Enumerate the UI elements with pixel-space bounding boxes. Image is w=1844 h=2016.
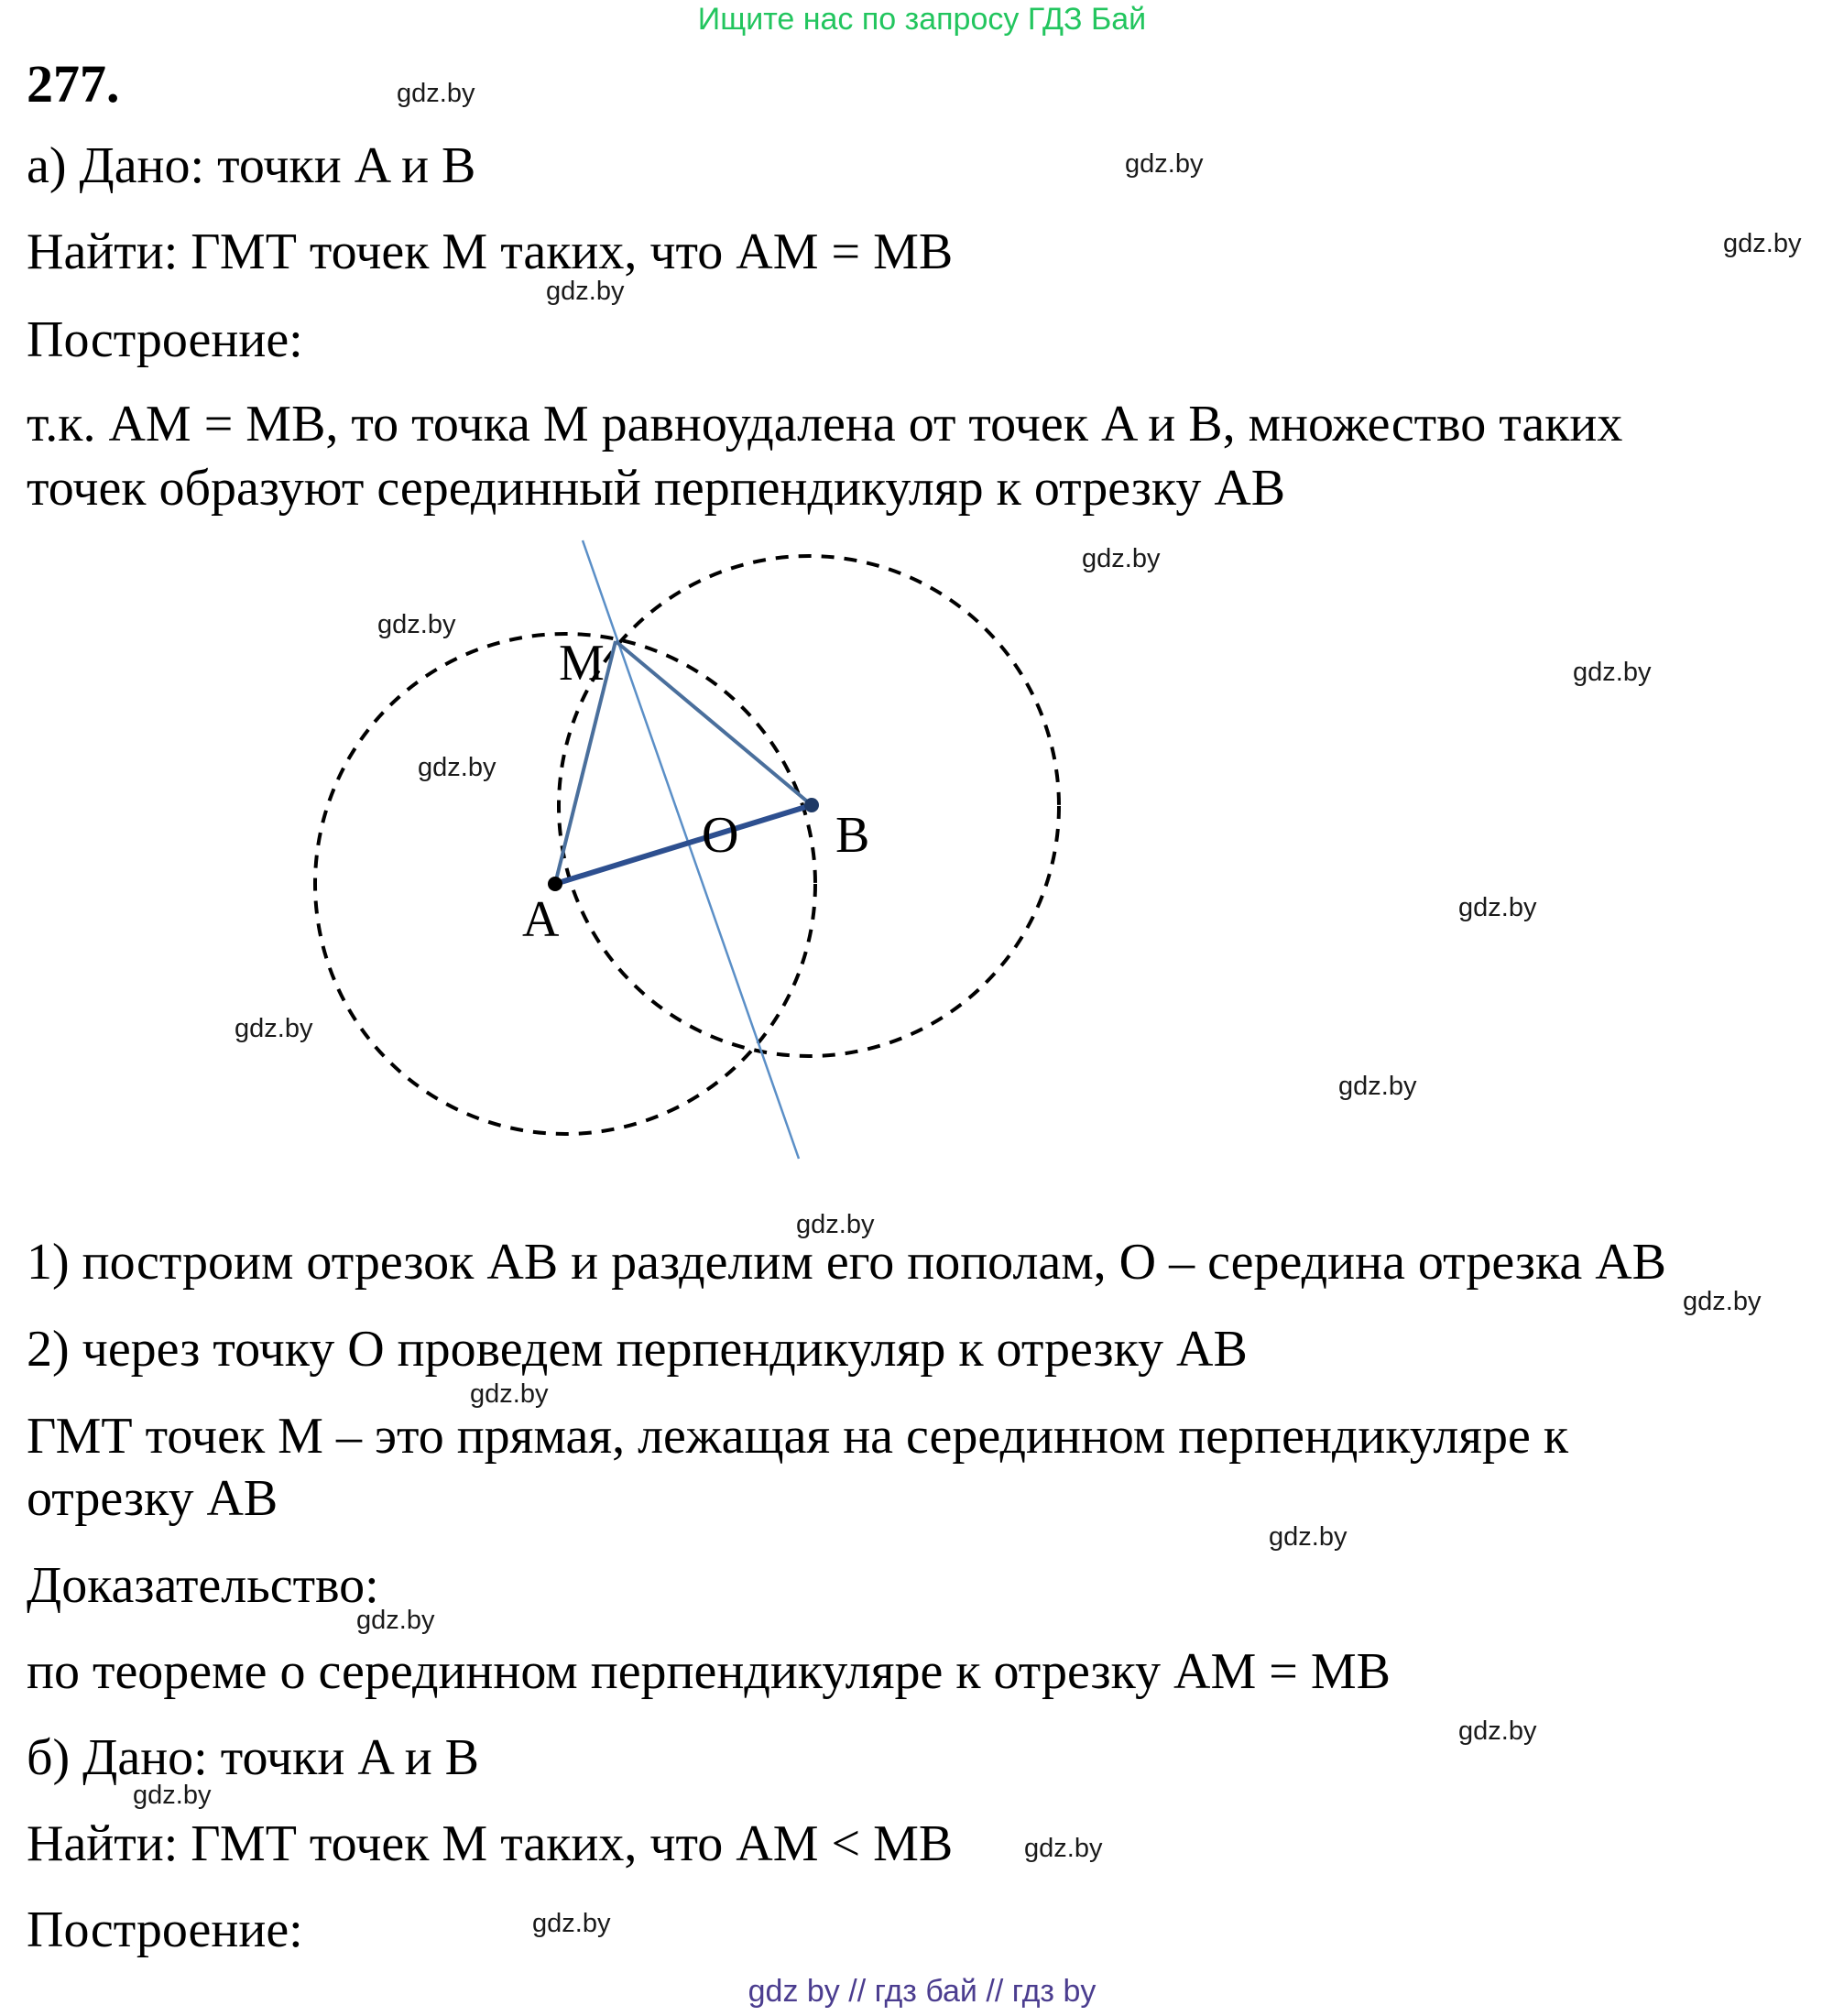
top-banner: Ищите нас по запросу ГДЗ Бай (697, 2, 1147, 37)
perpendicular-line (583, 540, 799, 1159)
watermark: gdz.by (377, 610, 456, 639)
circle-center-a (315, 634, 815, 1134)
footer: gdz by // гдз бай // гдз by (747, 1974, 1097, 2009)
label-o: O (702, 807, 739, 864)
watermark: gdz.by (1125, 149, 1204, 179)
label-b: B (835, 807, 870, 864)
reason-line-1: т.к. AM = MB, то точка M равноудалена от точек A и B, множество таких (27, 396, 1623, 452)
find-b: Найти: ГМТ точек M таких, что AM < MB (27, 1815, 954, 1872)
segment-mb (616, 641, 812, 805)
problem-number: 277. (27, 54, 120, 114)
reason-line-2: точек образуют серединный перпендикуляр к отрезку AB (27, 460, 1286, 517)
watermark: gdz.by (418, 753, 496, 782)
point-b (804, 798, 819, 812)
watermark: gdz.by (1338, 1072, 1417, 1101)
watermark: gdz.by (133, 1781, 212, 1810)
watermark: gdz.by (470, 1379, 549, 1409)
watermark: gdz.by (235, 1014, 313, 1043)
label-a: A (522, 891, 560, 948)
watermark: gdz.by (532, 1909, 611, 1938)
result-line-1: ГМТ точек M – это прямая, лежащая на серединном перпендикуляре к (27, 1408, 1569, 1465)
watermark: gdz.by (1269, 1522, 1348, 1552)
given-a: а) Дано: точки A и B (27, 137, 476, 194)
watermark: gdz.by (1024, 1834, 1103, 1863)
proof-title: Доказательство: (27, 1557, 379, 1614)
point-a (548, 877, 562, 891)
watermark: gdz.by (1723, 229, 1802, 258)
watermark: gdz.by (1573, 658, 1652, 687)
given-b: б) Дано: точки A и B (27, 1729, 480, 1786)
watermark: gdz.by (397, 79, 475, 108)
step-2: 2) через точку O проведем перпендикуляр к отрезку AB (27, 1321, 1248, 1378)
label-m: M (559, 635, 605, 692)
find-a: Найти: ГМТ точек M таких, что AM = MB (27, 223, 954, 280)
watermark: gdz.by (1683, 1287, 1762, 1316)
construction-title-b: Построение: (27, 1902, 303, 1958)
construction-title-a: Построение: (27, 311, 303, 368)
watermark: gdz.by (546, 277, 625, 306)
watermark: gdz.by (1458, 893, 1537, 922)
watermark: gdz.by (1458, 1716, 1537, 1746)
watermark: gdz.by (1082, 544, 1161, 573)
watermark: gdz.by (356, 1606, 435, 1635)
proof-text: по теореме о серединном перпендикуляре к отрезку AM = MB (27, 1643, 1391, 1700)
watermark: gdz.by (796, 1210, 875, 1239)
segment-ab (555, 805, 812, 884)
step-1: 1) построим отрезок AB и разделим его пополам, O – середина отрезка AB (27, 1234, 1667, 1291)
result-line-2: отрезку AB (27, 1470, 278, 1527)
